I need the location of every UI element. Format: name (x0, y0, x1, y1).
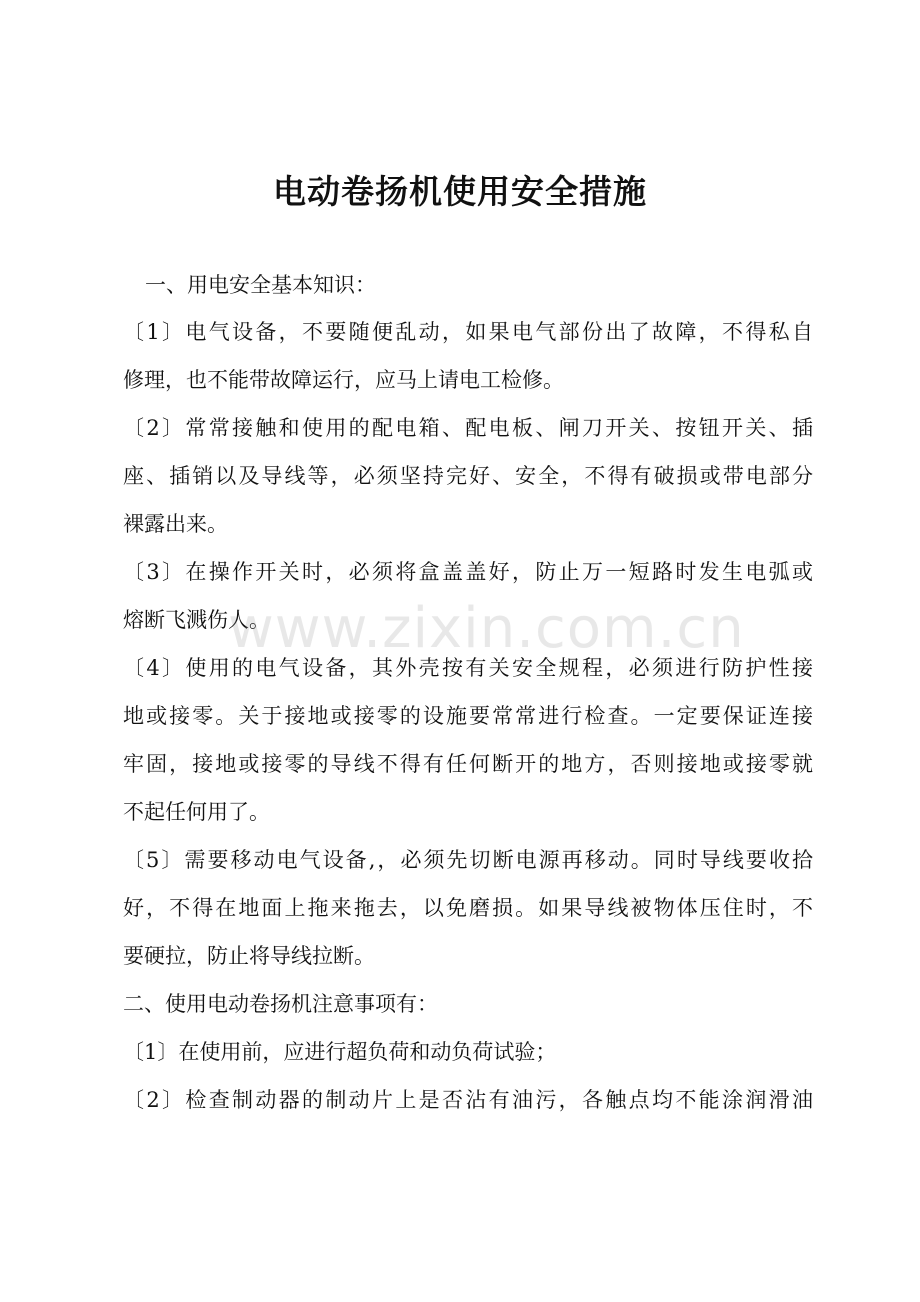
paragraph-line: 裸露出来。 (123, 512, 228, 536)
paragraph-line: 〔2〕检查制动器的制动片上是否沾有油污，各触点均不能涂润滑油 (123, 1088, 813, 1112)
paragraph-line: 〔5〕需要移动电气设备,，必须先切断电源再移动。同时导线要收拾 (123, 848, 813, 872)
section-heading-2: 二、使用电动卷扬机注意事项有： (123, 992, 438, 1016)
paragraph-line: 〔2〕常常接触和使用的配电箱、配电板、闸刀开关、按钮开关、插 (123, 416, 813, 440)
paragraph-line: 〔1〕在使用前，应进行超负荷和动负荷试验； (123, 1040, 557, 1064)
paragraph-line: 好，不得在地面上拖来拖去，以免磨损。如果导线被物体压住时，不 (123, 896, 813, 920)
paragraph-line: 熔断飞溅伤人。 (123, 608, 270, 632)
paragraph-line: 〔1〕电气设备，不要随便乱动，如果电气部份出了故障，不得私自 (123, 320, 813, 344)
paragraph-line: 地或接零。关于接地或接零的设施要常常进行检查。一定要保证连接 (123, 704, 813, 728)
paragraph-line: 修理，也不能带故障运行，应马上请电工检修。 (123, 368, 564, 392)
paragraph-line: 座、插销以及导线等，必须坚持完好、安全，不得有破损或带电部分 (123, 464, 813, 488)
paragraph-line: 不起任何用了。 (123, 800, 270, 824)
paragraph-line: 牢固，接地或接零的导线不得有任何断开的地方，否则接地或接零就 (123, 752, 813, 776)
document-title: 电动卷扬机使用安全措施 (273, 172, 647, 211)
paragraph-line: 要硬拉，防止将导线拉断。 (123, 944, 375, 968)
paragraph-line: 〔3〕在操作开关时，必须将盒盖盖好，防止万一短路时发生电弧或 (123, 560, 813, 584)
section-heading-1: 一、用电安全基本知识： (145, 273, 376, 297)
paragraph-line: 〔4〕使用的电气设备，其外壳按有关安全规程，必须进行防护性接 (123, 656, 813, 680)
watermark-text: www.zixin.com.cn (228, 596, 745, 661)
